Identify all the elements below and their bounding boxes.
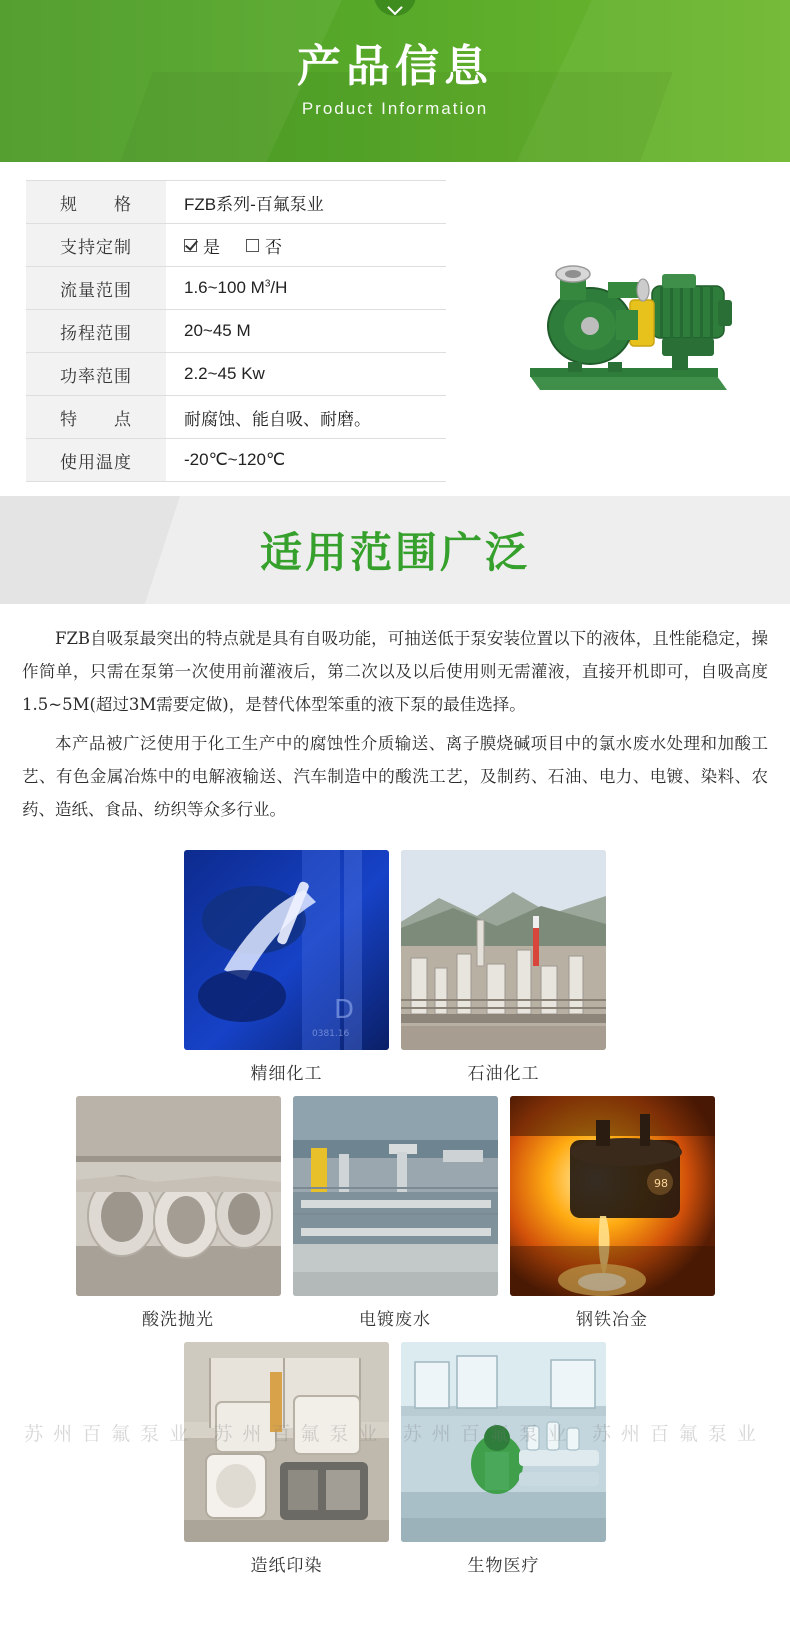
page-subtitle: Product Information <box>301 98 489 118</box>
gallery-row-1 <box>0 850 790 1084</box>
spec-section <box>0 162 790 496</box>
spec-label: 支持定制 <box>26 224 166 267</box>
spec-label: 特 点 <box>26 396 166 439</box>
custom-option-no-label: 否 <box>265 237 282 257</box>
gallery-row-2 <box>0 1096 790 1330</box>
table-row <box>26 353 446 396</box>
spec-label: 流量范围 <box>26 267 166 310</box>
svg-text:D: D <box>334 995 355 1025</box>
table-row <box>26 181 446 224</box>
description-paragraph-1: FZB自吸泵最突出的特点就是具有自吸功能，可抽送低于泵安装位置以下的液体，且性能稳定，操作简单，只需在泵第一次使用前灌液后，第二次以及以后使用则无需灌液，直接开机即可，自吸高度1.5~5M(超过3M需要定做)，是替代体型笨重的液下泵的最佳选择。 <box>22 629 768 714</box>
gallery-thumbnail[interactable] <box>76 1096 281 1296</box>
gallery-thumbnail[interactable] <box>293 1096 498 1296</box>
gallery-caption: 生物医疗 <box>467 1556 540 1575</box>
checkbox-checked-icon[interactable] <box>184 239 197 252</box>
flow-range-base: 1.6~100 M <box>184 278 265 297</box>
scope-banner <box>0 496 790 604</box>
gallery-item-biomedical[interactable] <box>401 1342 606 1576</box>
description-block <box>0 604 790 840</box>
spec-value-custom-options <box>166 224 446 267</box>
custom-option-yes[interactable] <box>184 233 220 258</box>
page-title: 产品信息 <box>297 42 493 91</box>
gallery-row-3 <box>0 1342 790 1576</box>
spec-value: 2.2~45 Kw <box>166 353 446 396</box>
description-paragraph-2: 本产品被广泛使用于化工生产中的腐蚀性介质输送、离子膜烧碱项目中的氯水废水处理和加酸工艺、有色金属冶炼中的电解液输送、汽车制造中的酸洗工艺，及制药、石油、电力、电镀、染料、农药、造纸、食品、纺织等众多行业。 <box>22 734 768 819</box>
table-row <box>26 310 446 353</box>
gallery-thumbnail[interactable] <box>184 850 389 1050</box>
gallery-item-fine-chemical[interactable] <box>184 850 389 1084</box>
banner-text-group <box>0 0 790 119</box>
spec-table <box>26 180 446 482</box>
gallery-item-steel-metallurgy[interactable] <box>510 1096 715 1330</box>
checkbox-empty-icon[interactable] <box>246 239 259 252</box>
spec-value: FZB系列-百氟泵业 <box>166 181 446 224</box>
custom-option-group <box>184 233 282 258</box>
spec-label: 使用温度 <box>26 439 166 482</box>
spec-value: 耐腐蚀、能自吸、耐磨。 <box>166 396 446 439</box>
spec-value: 20~45 M <box>166 310 446 353</box>
watermark-text: 苏州百氟泵业 苏州百氟泵业 苏州百氟泵业 苏州百氟泵业 <box>24 1424 766 1445</box>
gallery-item-petrochemical[interactable] <box>401 850 606 1084</box>
spec-label: 规 格 <box>26 181 166 224</box>
product-info-banner <box>0 0 790 162</box>
gallery-thumbnail[interactable] <box>401 850 606 1050</box>
gallery-caption: 电镀废水 <box>359 1310 431 1329</box>
gallery-thumbnail[interactable] <box>510 1096 715 1296</box>
flow-range-exponent: 3 <box>264 278 271 290</box>
spec-label: 功率范围 <box>26 353 166 396</box>
spec-label: 扬程范围 <box>26 310 166 353</box>
svg-text:0381.16: 0381.16 <box>312 1029 350 1039</box>
gallery-caption: 精细化工 <box>250 1064 323 1083</box>
gallery-thumbnail[interactable] <box>184 1342 389 1542</box>
table-row <box>26 267 446 310</box>
gallery-caption: 造纸印染 <box>250 1556 323 1575</box>
gallery-item-pickling-polishing[interactable] <box>76 1096 281 1330</box>
table-row <box>26 439 446 482</box>
gallery-caption: 钢铁冶金 <box>576 1310 648 1329</box>
spec-value-flow <box>166 267 446 310</box>
gallery-thumbnail[interactable] <box>401 1342 606 1542</box>
application-gallery <box>0 840 790 1614</box>
svg-text:98: 98 <box>653 1177 668 1190</box>
product-photo <box>512 248 762 408</box>
scope-banner-decor <box>0 496 180 604</box>
spec-value: -20℃~120℃ <box>166 439 446 482</box>
gallery-caption: 酸洗抛光 <box>142 1310 214 1329</box>
table-row <box>26 224 446 267</box>
gallery-caption: 石油化工 <box>467 1064 540 1083</box>
gallery-item-electroplating-wastewater[interactable] <box>293 1096 498 1330</box>
flow-range-tail: /H <box>270 278 288 297</box>
gallery-item-paper-dyeing[interactable] <box>184 1342 389 1576</box>
scope-title: 适用范围广泛 <box>259 529 530 576</box>
custom-option-no[interactable] <box>246 233 282 258</box>
custom-option-yes-label: 是 <box>203 237 220 257</box>
table-row <box>26 396 446 439</box>
